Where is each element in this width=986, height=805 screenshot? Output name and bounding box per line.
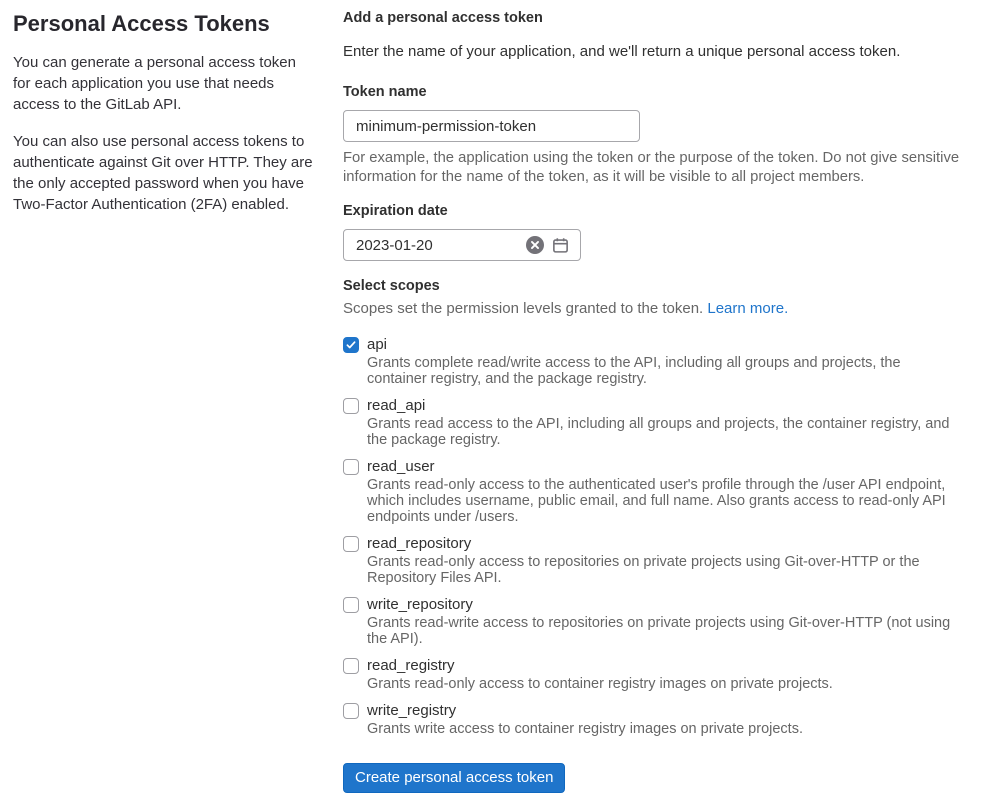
scopes-help [343, 300, 963, 317]
token-name-label: Token name [343, 84, 427, 100]
scope-label-read-repository[interactable]: read_repository [367, 535, 472, 552]
settings-description-column [13, 11, 343, 793]
page-title: Personal Access Tokens [13, 11, 270, 36]
add-token-form [343, 11, 963, 793]
expiration-date-field [343, 229, 581, 261]
form-heading: Add a personal access token [343, 10, 543, 26]
expiration-date-group [343, 204, 963, 261]
scope-checkbox-read-user[interactable] [343, 459, 359, 475]
scope-description-api: Grants complete read/write access to the API, including all groups and projects, the container registry, and the package registry. [367, 355, 901, 387]
scope-description-read-user: Grants read-only access to the authenticated user's profile through the /user API endpoint, which includes username, public email, and full name. Also grants access to read-only API endpoints under /users. [367, 477, 946, 525]
scopes-help-text: Scopes set the permission levels granted to the token. [343, 300, 708, 317]
page-description-1: You can generate a personal access token for each application you use that needs access to the GitLab API. [13, 54, 296, 113]
expiration-date-label: Expiration date [343, 203, 448, 219]
scope-item-read-registry [343, 656, 963, 692]
expiration-date-input[interactable] [344, 230, 525, 260]
scope-item-read-user [343, 457, 963, 525]
scope-checkbox-read-repository[interactable] [343, 536, 359, 552]
scope-label-read-user[interactable]: read_user [367, 458, 435, 475]
form-intro: Enter the name of your application, and we'll return a unique personal access token. [343, 43, 901, 60]
scope-label-read-api[interactable]: read_api [367, 397, 426, 414]
learn-more-link[interactable]: Learn more. [707, 300, 789, 317]
token-name-help: For example, the application using the token or the purpose of the token. Do not give sensitive information for the name of the token, as it will be visible to all project members. [343, 150, 960, 185]
create-token-button[interactable]: Create personal access token [343, 763, 565, 793]
token-name-group [343, 85, 963, 186]
token-name-input[interactable] [343, 110, 640, 142]
scope-label-read-registry[interactable]: read_registry [367, 657, 455, 674]
scope-description-write-repository: Grants read-write access to repositories on private projects using Git-over-HTTP (not using the API). [367, 615, 951, 647]
scope-description-read-registry: Grants read-only access to container registry images on private projects. [367, 676, 833, 692]
select-scopes-label: Select scopes [343, 278, 440, 294]
scope-item-read-repository [343, 534, 963, 586]
scope-item-api [343, 335, 963, 387]
scope-checkbox-api[interactable] [343, 337, 359, 353]
scope-checkbox-read-registry[interactable] [343, 658, 359, 674]
clear-date-icon[interactable] [525, 235, 545, 255]
scope-description-read-api: Grants read access to the API, including all groups and projects, the container registry, and the package registry. [367, 416, 950, 448]
scope-item-read-api [343, 396, 963, 448]
scope-label-write-registry[interactable]: write_registry [367, 702, 457, 719]
scope-checkbox-write-registry[interactable] [343, 703, 359, 719]
scope-item-write-repository [343, 595, 963, 647]
scope-description-write-registry: Grants write access to container registry images on private projects. [367, 721, 803, 737]
scope-description-read-repository: Grants read-only access to repositories on private projects using Git-over-HTTP or the Repository Files API. [367, 554, 920, 586]
calendar-icon[interactable] [550, 235, 570, 255]
scope-label-write-repository[interactable]: write_repository [367, 596, 473, 613]
page-description-2: You can also use personal access tokens to authenticate against Git over HTTP. They are the only accepted password when you have Two-Factor Authentication (2FA) enabled. [13, 133, 313, 213]
scopes-section [343, 279, 963, 737]
scope-item-write-registry [343, 701, 963, 737]
scope-checkbox-read-api[interactable] [343, 398, 359, 414]
scope-checkbox-write-repository[interactable] [343, 597, 359, 613]
scope-label-api[interactable]: api [367, 336, 388, 353]
